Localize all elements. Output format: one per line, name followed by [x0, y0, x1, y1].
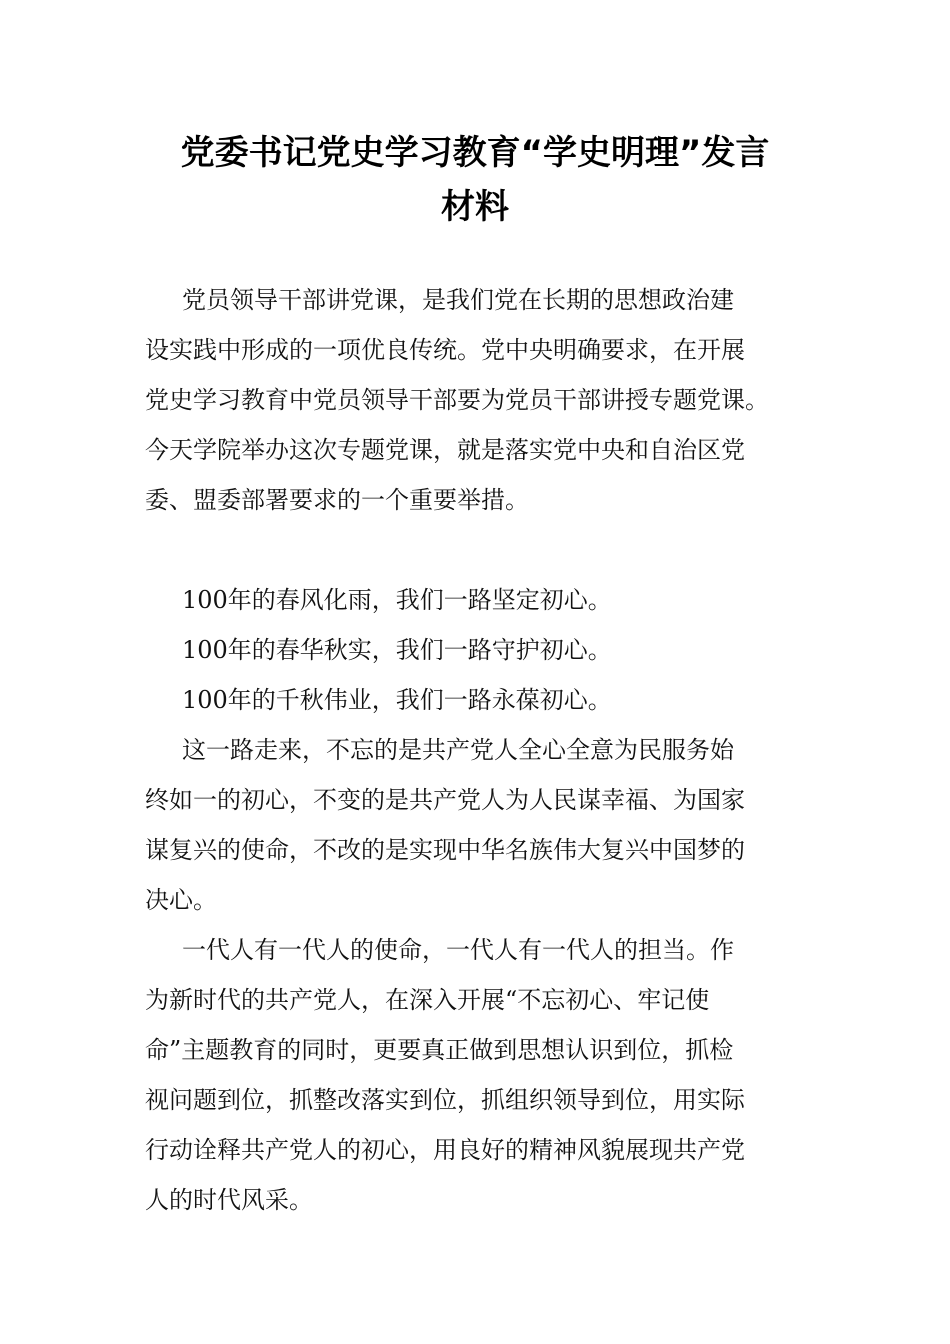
paragraph-5-line-1: 这一路走来，不忘的是共产党人全心全意为民服务始	[182, 736, 734, 764]
paragraph-6-line-3: 命”主题教育的同时，更要真正做到思想认识到位，抓检	[145, 1036, 734, 1064]
paragraph-1-line-2: 设实践中形成的一项优良传统。党中央明确要求，在开展	[145, 336, 745, 364]
paragraph-6-line-4: 视问题到位，抓整改落实到位，抓组织领导到位，用实际	[145, 1086, 745, 1114]
paragraph-6-line-2: 为新时代的共产党人，在深入开展“不忘初心、牢记使	[145, 986, 710, 1014]
paragraph-6-line-5: 行动诠释共产党人的初心，用良好的精神风貌展现共产党	[145, 1136, 745, 1164]
paragraph-3-line-1: 100年的春华秋实，我们一路守护初心。	[182, 636, 612, 664]
paragraph-4-line-1: 100年的千秋伟业，我们一路永葆初心。	[182, 686, 612, 714]
paragraph-5-line-4: 决心。	[145, 886, 217, 914]
paragraph-1-line-5: 委、盟委部署要求的一个重要举措。	[145, 486, 529, 514]
paragraph-5-line-2: 终如一的初心，不变的是共产党人为人民谋幸福、为国家	[145, 786, 745, 814]
document-title-line-2: 材料	[441, 187, 509, 227]
paragraph-6-line-1: 一代人有一代人的使命，一代人有一代人的担当。作	[182, 936, 734, 964]
document-title-line-1: 党委书记党史学习教育“学史明理”发言	[180, 133, 770, 173]
paragraph-5-line-3: 谋复兴的使命，不改的是实现中华名族伟大复兴中国梦的	[145, 836, 745, 864]
paragraph-1-line-3: 党史学习教育中党员领导干部要为党员干部讲授专题党课。	[145, 386, 769, 414]
paragraph-1-line-1: 党员领导干部讲党课，是我们党在长期的思想政治建	[182, 286, 734, 314]
paragraph-1-line-4: 今天学院举办这次专题党课，就是落实党中央和自治区党	[145, 436, 745, 464]
paragraph-6-line-6: 人的时代风采。	[145, 1186, 313, 1214]
paragraph-2-line-1: 100年的春风化雨，我们一路坚定初心。	[182, 586, 612, 614]
